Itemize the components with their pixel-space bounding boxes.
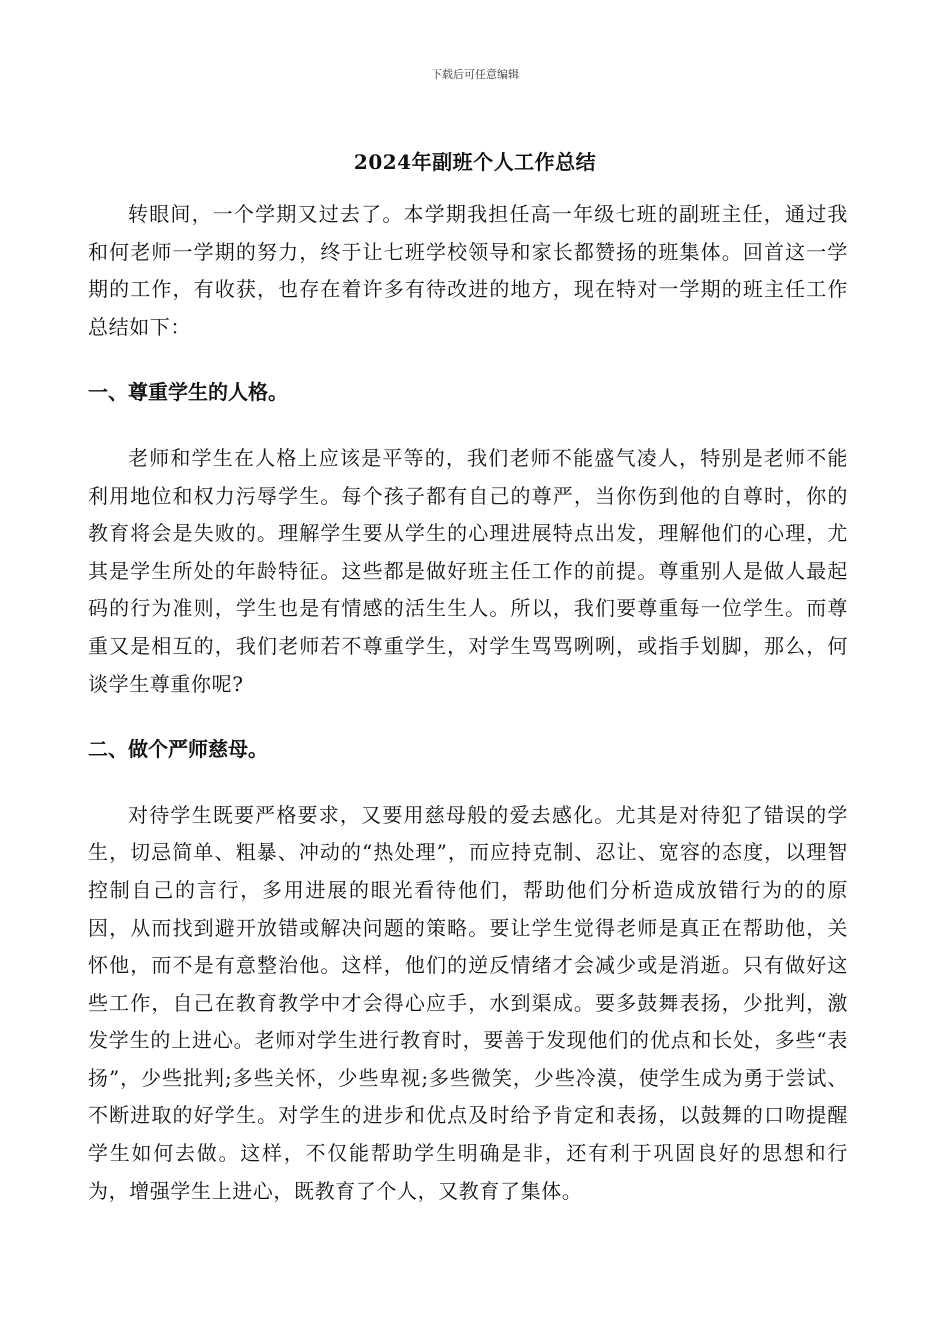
document-body — [88, 196, 848, 1210]
document-title: 2024年副班个人工作总结 — [353, 150, 597, 174]
section-paragraph-2: 对待学生既要严格要求，又要用慈母般的爱去感化。尤其是对待犯了错误的学生，切忌简单、粗暴、冲动的“热处理”，而应持克制、忍让、宽容的态度，以理智控制自己的言行，多用进展的眼光看待他们，帮助他们分析造成放错行为的的原因，从而找到避开放错或解决问题的策略。要让学生觉得老师是真正在帮助他，关怀他，而不是有意整治他。这样，他们的逆反情绪才会减少或是消逝。只有做好这些工作，自己在教育教学中才会得心应手，水到渠成。要多鼓舞表扬，少批判，激发学生的上进心。老师对学生进行教育时，要善于发现他们的优点和长处，多些“表扬”，少些批判;多些关怀，少些卑视;多些微笑，少些冷漠，使学生成为勇于尝试、不断进取的好学生。对学生的进步和优点及时给予肯定和表扬，以鼓舞的口吻提醒学生如何去做。这样，不仅能帮助学生明确是非，还有利于巩固良好的思想和行为，增强学生上进心，既教育了个人，又教育了集体。 — [88, 802, 848, 1203]
section-paragraph-1: 老师和学生在人格上应该是平等的，我们老师不能盛气凌人，特别是老师不能利用地位和权力污辱学生。每个孩子都有自己的尊严，当你伤到他的自尊时，你的教育将会是失败的。理解学生要从学生的心理进展特点出发，理解他们的心理，尤其是学生所处的年龄特征。这些都是做好班主任工作的前提。尊重别人是做人最起码的行为准则，学生也是有情感的活生生人。所以，我们要尊重每一位学生。而尊重又是相互的，我们老师若不尊重学生，对学生骂骂咧咧，或指手划脚，那么，何谈学生尊重你呢? — [88, 445, 848, 696]
section-heading-1: 一、尊重学生的人格。 — [88, 380, 288, 405]
intro-paragraph: 转眼间，一个学期又过去了。本学期我担任高一年级七班的副班主任，通过我和何老师一学期的努力，终于让七班学校领导和家长都赞扬的班集体。回首这一学期的工作，有收获，也存在着许多有待改进的地方，现在特对一学期的班主任工作总结如下： — [88, 202, 848, 339]
header-note: 下载后可任意编辑 — [431, 68, 519, 81]
section-heading-2: 二、做个严师慈母。 — [88, 737, 268, 762]
